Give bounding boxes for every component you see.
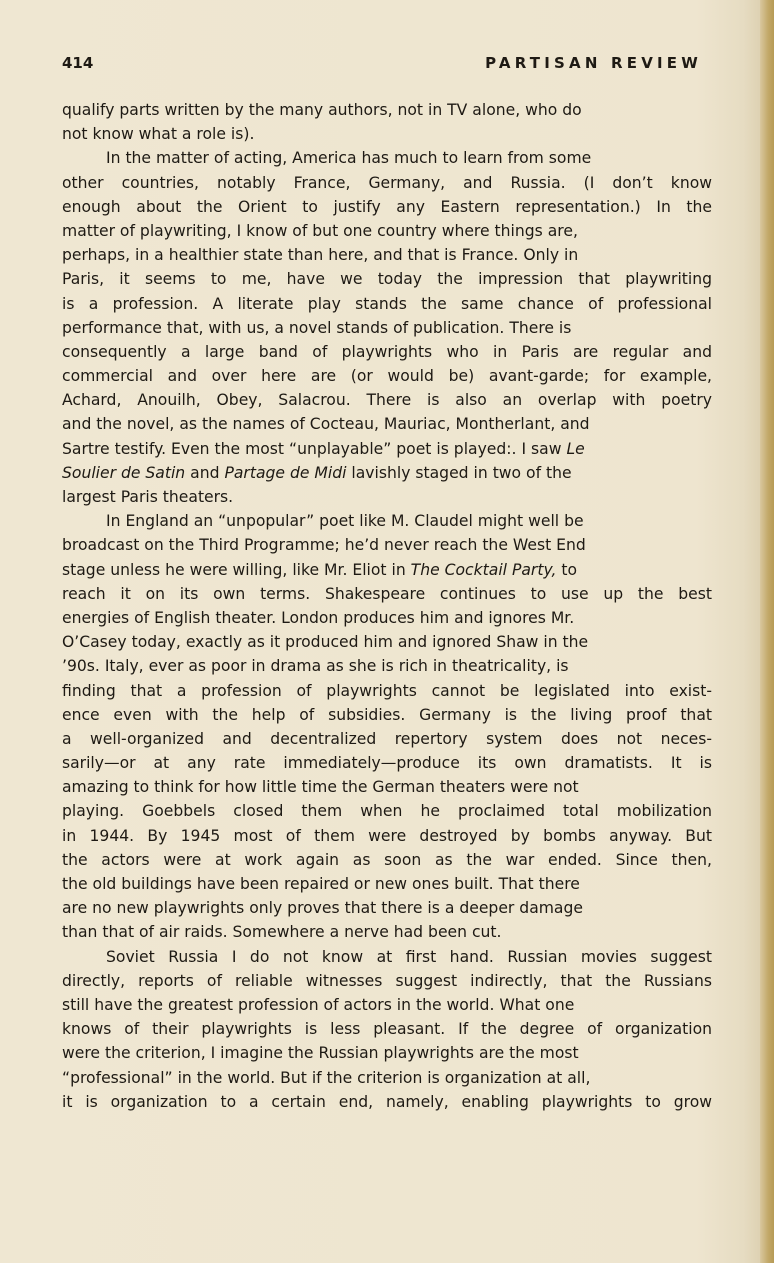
line-text: Soviet Russia I do not know at first hand. Russian movies suggest	[106, 947, 712, 966]
line-text: to	[561, 560, 578, 579]
italic-title: The Cocktail Party,	[410, 560, 557, 579]
running-head: PARTISAN REVIEW	[485, 54, 702, 72]
text-line	[62, 1090, 712, 1114]
line-text: stage unless he were willing, like Mr. Eliot in	[62, 560, 406, 579]
line-text: perhaps, in a healthier state than here, and that is France. Only in	[62, 246, 579, 265]
text-line	[62, 896, 712, 920]
text-line	[62, 171, 712, 195]
italic-title: Le	[566, 439, 585, 458]
text-line	[62, 461, 712, 485]
text-line	[62, 751, 712, 775]
line-text: ’90s. Italy, ever as poor in drama as she is rich in theatricality, is	[62, 657, 569, 676]
text-line	[62, 654, 712, 678]
text-line	[62, 195, 712, 219]
line-text: playing. Goebbels closed them when he proclaimed total mobilization	[62, 802, 712, 821]
line-text: qualify parts written by the many authors, not in TV alone, who do	[62, 101, 582, 119]
text-line	[62, 848, 712, 872]
text-line	[62, 340, 712, 364]
body-text	[62, 98, 712, 1114]
line-text: were the criterion, I imagine the Russian playwrights are the most	[62, 1044, 579, 1063]
line-text: not know what a role is).	[62, 125, 255, 144]
text-line	[62, 412, 712, 436]
line-text: commercial and over here are (or would be) avant-garde; for example,	[62, 367, 712, 386]
page-edge	[760, 0, 774, 1263]
line-text: sarily—or at any rate immediately—produce its own dramatists. It is	[62, 754, 712, 773]
line-text: than that of air raids. Somewhere a nerve had been cut.	[62, 923, 502, 942]
italic-title: Soulier de Satin	[62, 463, 186, 482]
page-header	[62, 54, 702, 78]
text-line	[62, 267, 712, 291]
text-line	[62, 775, 712, 799]
text-line	[62, 872, 712, 896]
line-text: broadcast on the Third Programme; he’d never reach the West End	[62, 536, 586, 555]
line-text: Sartre testify. Even the most “unplayable” poet is played:. I saw	[62, 439, 562, 458]
line-text: finding that a profession of playwrights cannot be legislated into exist-	[62, 681, 712, 700]
text-line	[62, 219, 712, 243]
text-line	[62, 703, 712, 727]
text-line	[62, 945, 712, 969]
line-text: knows of their playwrights is less pleasant. If the degree of organization	[62, 1020, 712, 1039]
text-line	[62, 679, 712, 703]
line-text: and	[190, 463, 220, 482]
text-line	[62, 485, 712, 509]
text-line	[62, 533, 712, 557]
line-text: In England an “unpopular” poet like M. Claudel might well be	[106, 512, 584, 531]
line-text: directly, reports of reliable witnesses suggest indirectly, that the Russians	[62, 971, 712, 990]
line-text: largest Paris theaters.	[62, 488, 234, 506]
line-text: reach it on its own terms. Shakespeare continues to use up the best	[62, 584, 712, 603]
text-line	[62, 799, 712, 823]
line-text: amazing to think for how little time the German theaters were not	[62, 778, 579, 797]
text-line	[62, 1066, 712, 1090]
text-line	[62, 630, 712, 654]
line-text: Achard, Anouilh, Obey, Salacrou. There is also an overlap with poetry	[62, 391, 712, 410]
page-number: 414	[62, 54, 94, 72]
text-line	[62, 292, 712, 316]
text-line	[62, 364, 712, 388]
text-line	[62, 824, 712, 848]
text-line	[62, 1017, 712, 1041]
line-text: in 1944. By 1945 most of them were destroyed by bombs anyway. But	[62, 826, 712, 845]
line-text: consequently a large band of playwrights who in Paris are regular and	[62, 342, 712, 361]
text-line	[62, 920, 712, 944]
line-text: Paris, it seems to me, have we today the impression that playwriting	[62, 270, 712, 289]
line-text: O’Casey today, exactly as it produced him and ignored Shaw in the	[62, 633, 589, 652]
line-text: is a profession. A literate play stands the same chance of professional	[62, 294, 712, 313]
line-text: matter of playwriting, I know of but one country where things are,	[62, 221, 578, 240]
line-text: a well-organized and decentralized repertory system does not neces-	[62, 729, 712, 748]
text-line	[62, 98, 712, 122]
line-text: In the matter of acting, America has much to learn from some	[106, 149, 592, 168]
text-line	[62, 122, 712, 146]
text-line	[62, 606, 712, 630]
text-line	[62, 437, 712, 461]
text-line	[62, 969, 712, 993]
text-line	[62, 582, 712, 606]
line-text: it is organization to a certain end, namely, enabling playwrights to grow	[62, 1092, 712, 1111]
line-text: and the novel, as the names of Cocteau, Mauriac, Montherlant, and	[62, 415, 590, 434]
text-line	[62, 1041, 712, 1065]
line-text: are no new playwrights only proves that there is a deeper damage	[62, 899, 583, 918]
line-text: ence even with the help of subsidies. Germany is the living proof that	[62, 705, 712, 724]
text-line	[62, 558, 712, 582]
text-line	[62, 727, 712, 751]
text-line	[62, 993, 712, 1017]
line-text: performance that, with us, a novel stands of publication. There is	[62, 318, 572, 337]
text-line	[62, 316, 712, 340]
text-line	[62, 243, 712, 267]
text-line	[62, 146, 712, 170]
line-text: “professional” in the world. But if the criterion is organization at all,	[62, 1068, 591, 1087]
line-text: still have the greatest profession of actors in the world. What one	[62, 995, 575, 1014]
text-line	[62, 509, 712, 533]
line-text: energies of English theater. London produces him and ignores Mr.	[62, 608, 575, 627]
line-text: lavishly staged in two of the	[351, 463, 572, 482]
text-line	[62, 388, 712, 412]
italic-title: Partage de Midi	[224, 463, 347, 482]
line-text: enough about the Orient to justify any Eastern representation.) In the	[62, 197, 712, 216]
line-text: the old buildings have been repaired or new ones built. That there	[62, 875, 580, 893]
line-text: the actors were at work again as soon as the war ended. Since then,	[62, 850, 712, 869]
line-text: other countries, notably France, Germany, and Russia. (I don’t know	[62, 173, 712, 192]
